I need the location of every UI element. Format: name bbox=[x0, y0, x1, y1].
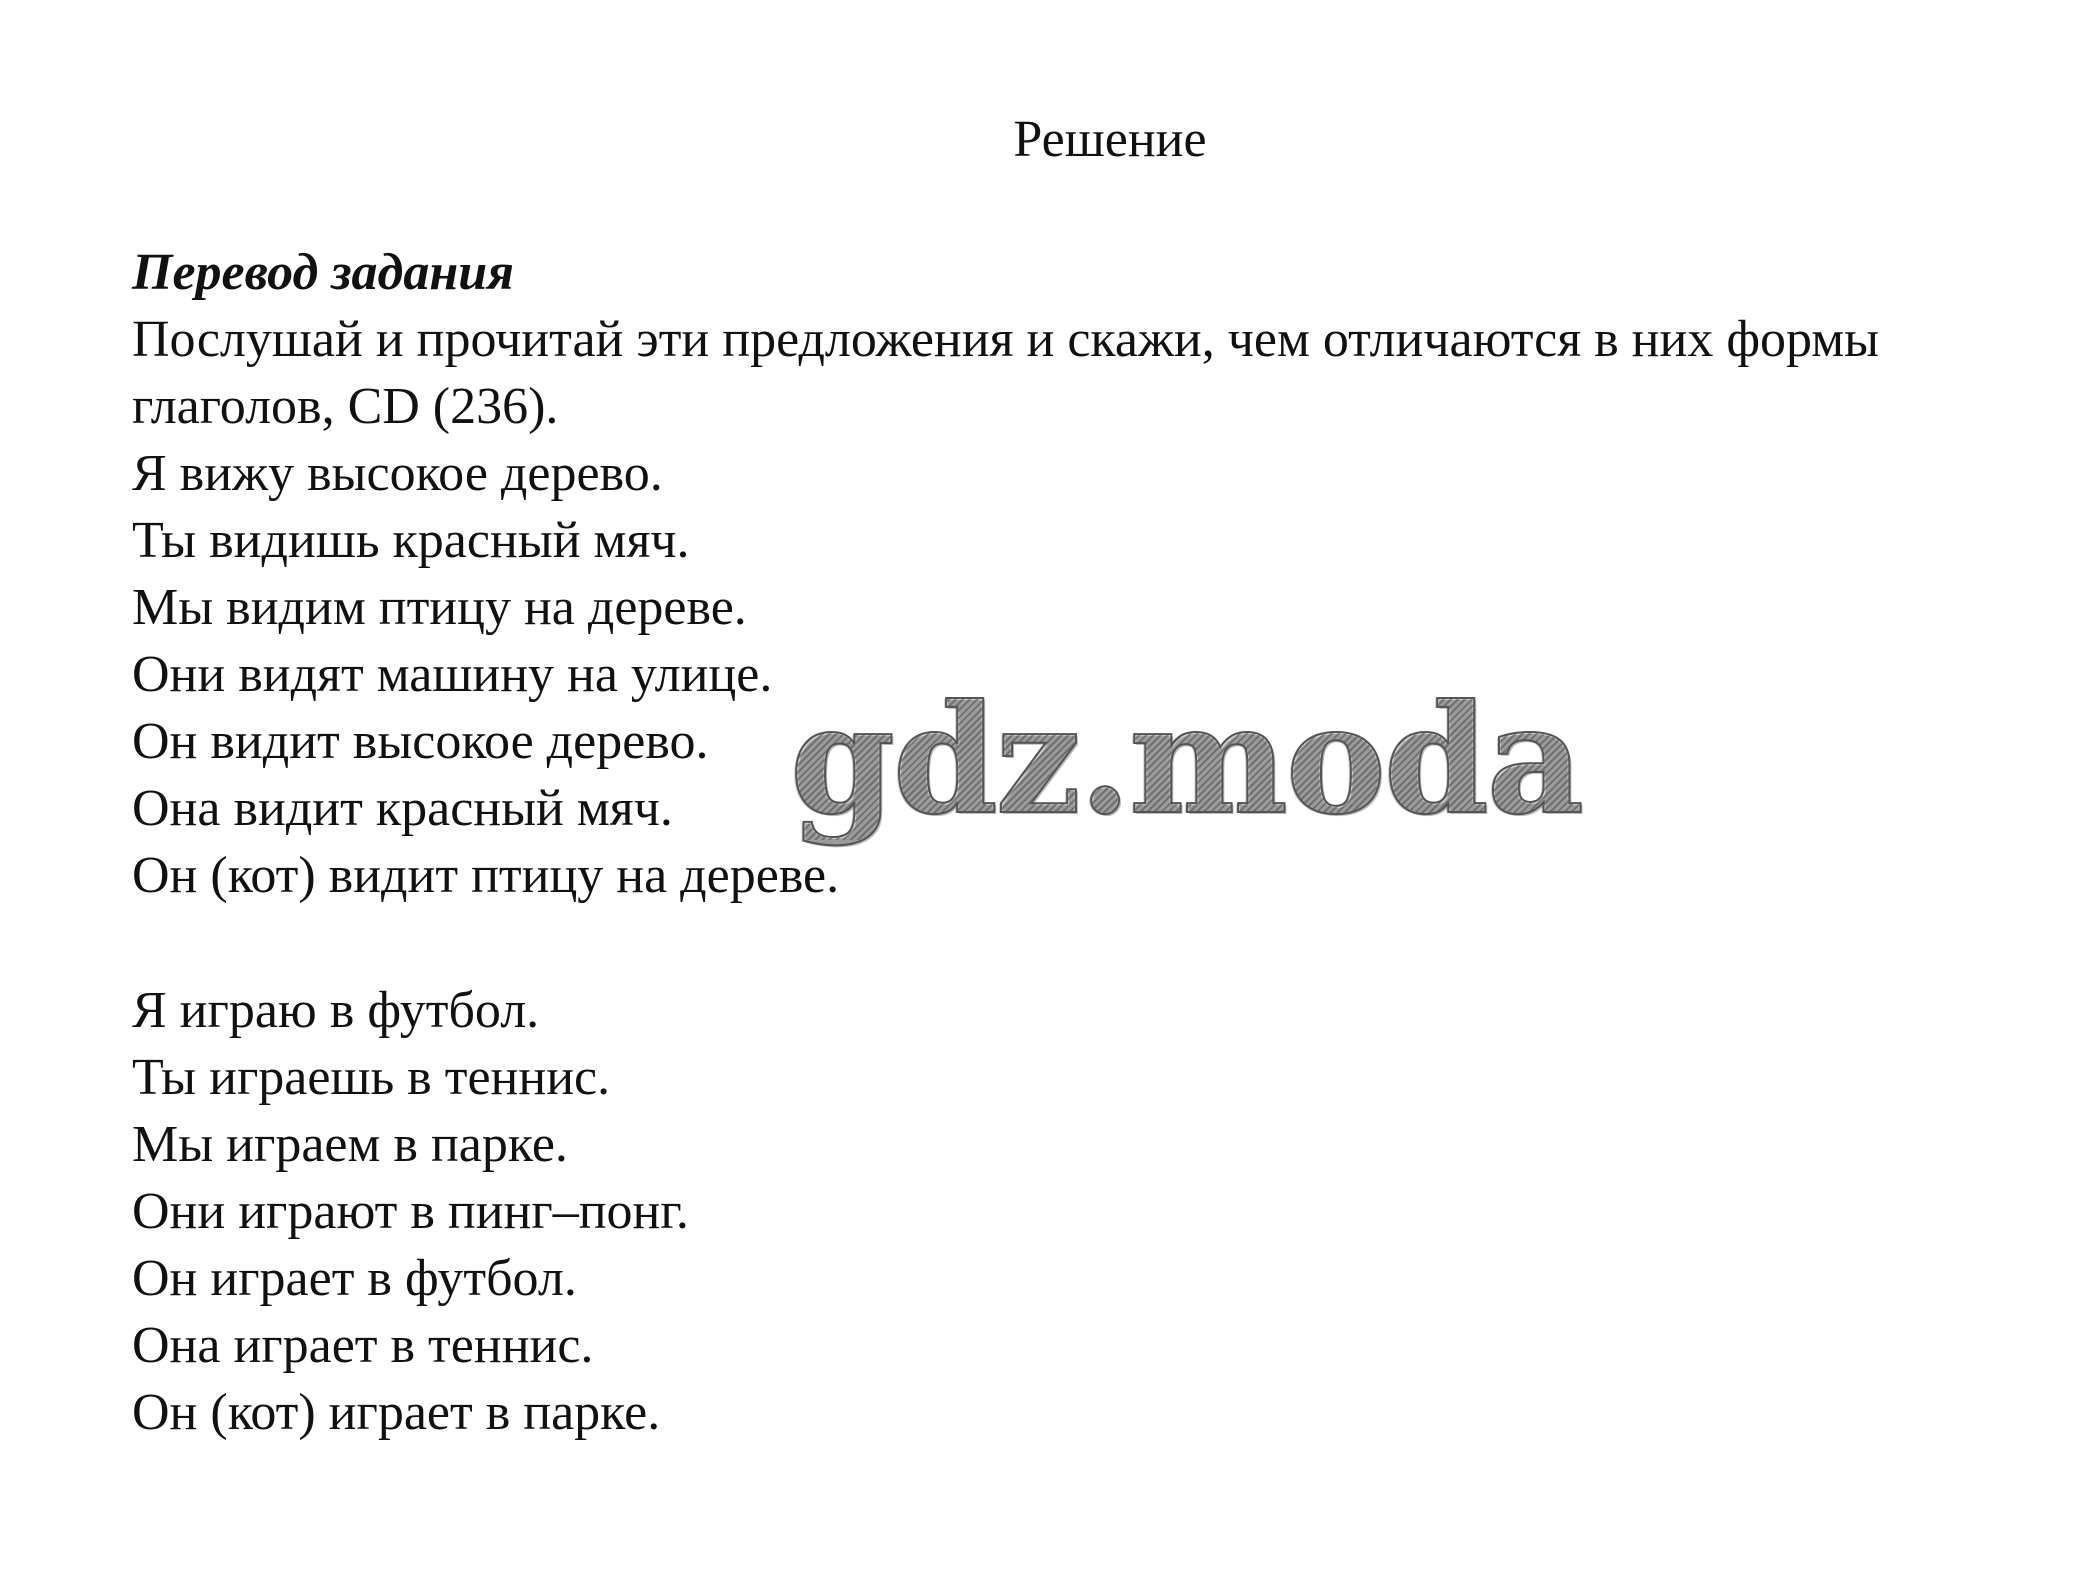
sentence-line: Ты видишь красный мяч. bbox=[132, 512, 690, 569]
sentence-line: Он играет в футбол. bbox=[132, 1250, 577, 1307]
task-text: Послушай и прочитай эти предложения и скажи, чем отличаются в них формы глаголов, CD (236). bbox=[132, 311, 1880, 435]
sentence-line: Я играю в футбол. bbox=[132, 982, 540, 1039]
sentence-line: Мы играем в парке. bbox=[132, 1116, 568, 1173]
sentence-group-play bbox=[132, 977, 2032, 1446]
sentence-group-see bbox=[132, 440, 2032, 909]
document-body bbox=[132, 240, 2032, 1446]
sentence-line: Он (кот) играет в парке. bbox=[132, 1384, 661, 1441]
sentence-line: Она видит красный мяч. bbox=[132, 780, 673, 837]
sentence-line: Она играет в теннис. bbox=[132, 1317, 594, 1374]
sentence-line: Ты играешь в теннис. bbox=[132, 1049, 611, 1106]
watermark-logo: gdz.moda bbox=[790, 672, 1583, 848]
sentence-line: Я вижу высокое дерево. bbox=[132, 445, 663, 502]
section-heading: Перевод задания bbox=[132, 244, 514, 301]
sentence-line: Они играют в пинг–понг. bbox=[132, 1183, 689, 1240]
sentence-line: Мы видим птицу на дереве. bbox=[132, 579, 747, 636]
sentence-line: Они видят машину на улице. bbox=[132, 646, 773, 703]
sentence-line: Он (кот) видит птицу на дереве. bbox=[132, 847, 840, 904]
document-title: Решение bbox=[1013, 111, 1207, 168]
sentence-line: Он видит высокое дерево. bbox=[132, 713, 709, 770]
